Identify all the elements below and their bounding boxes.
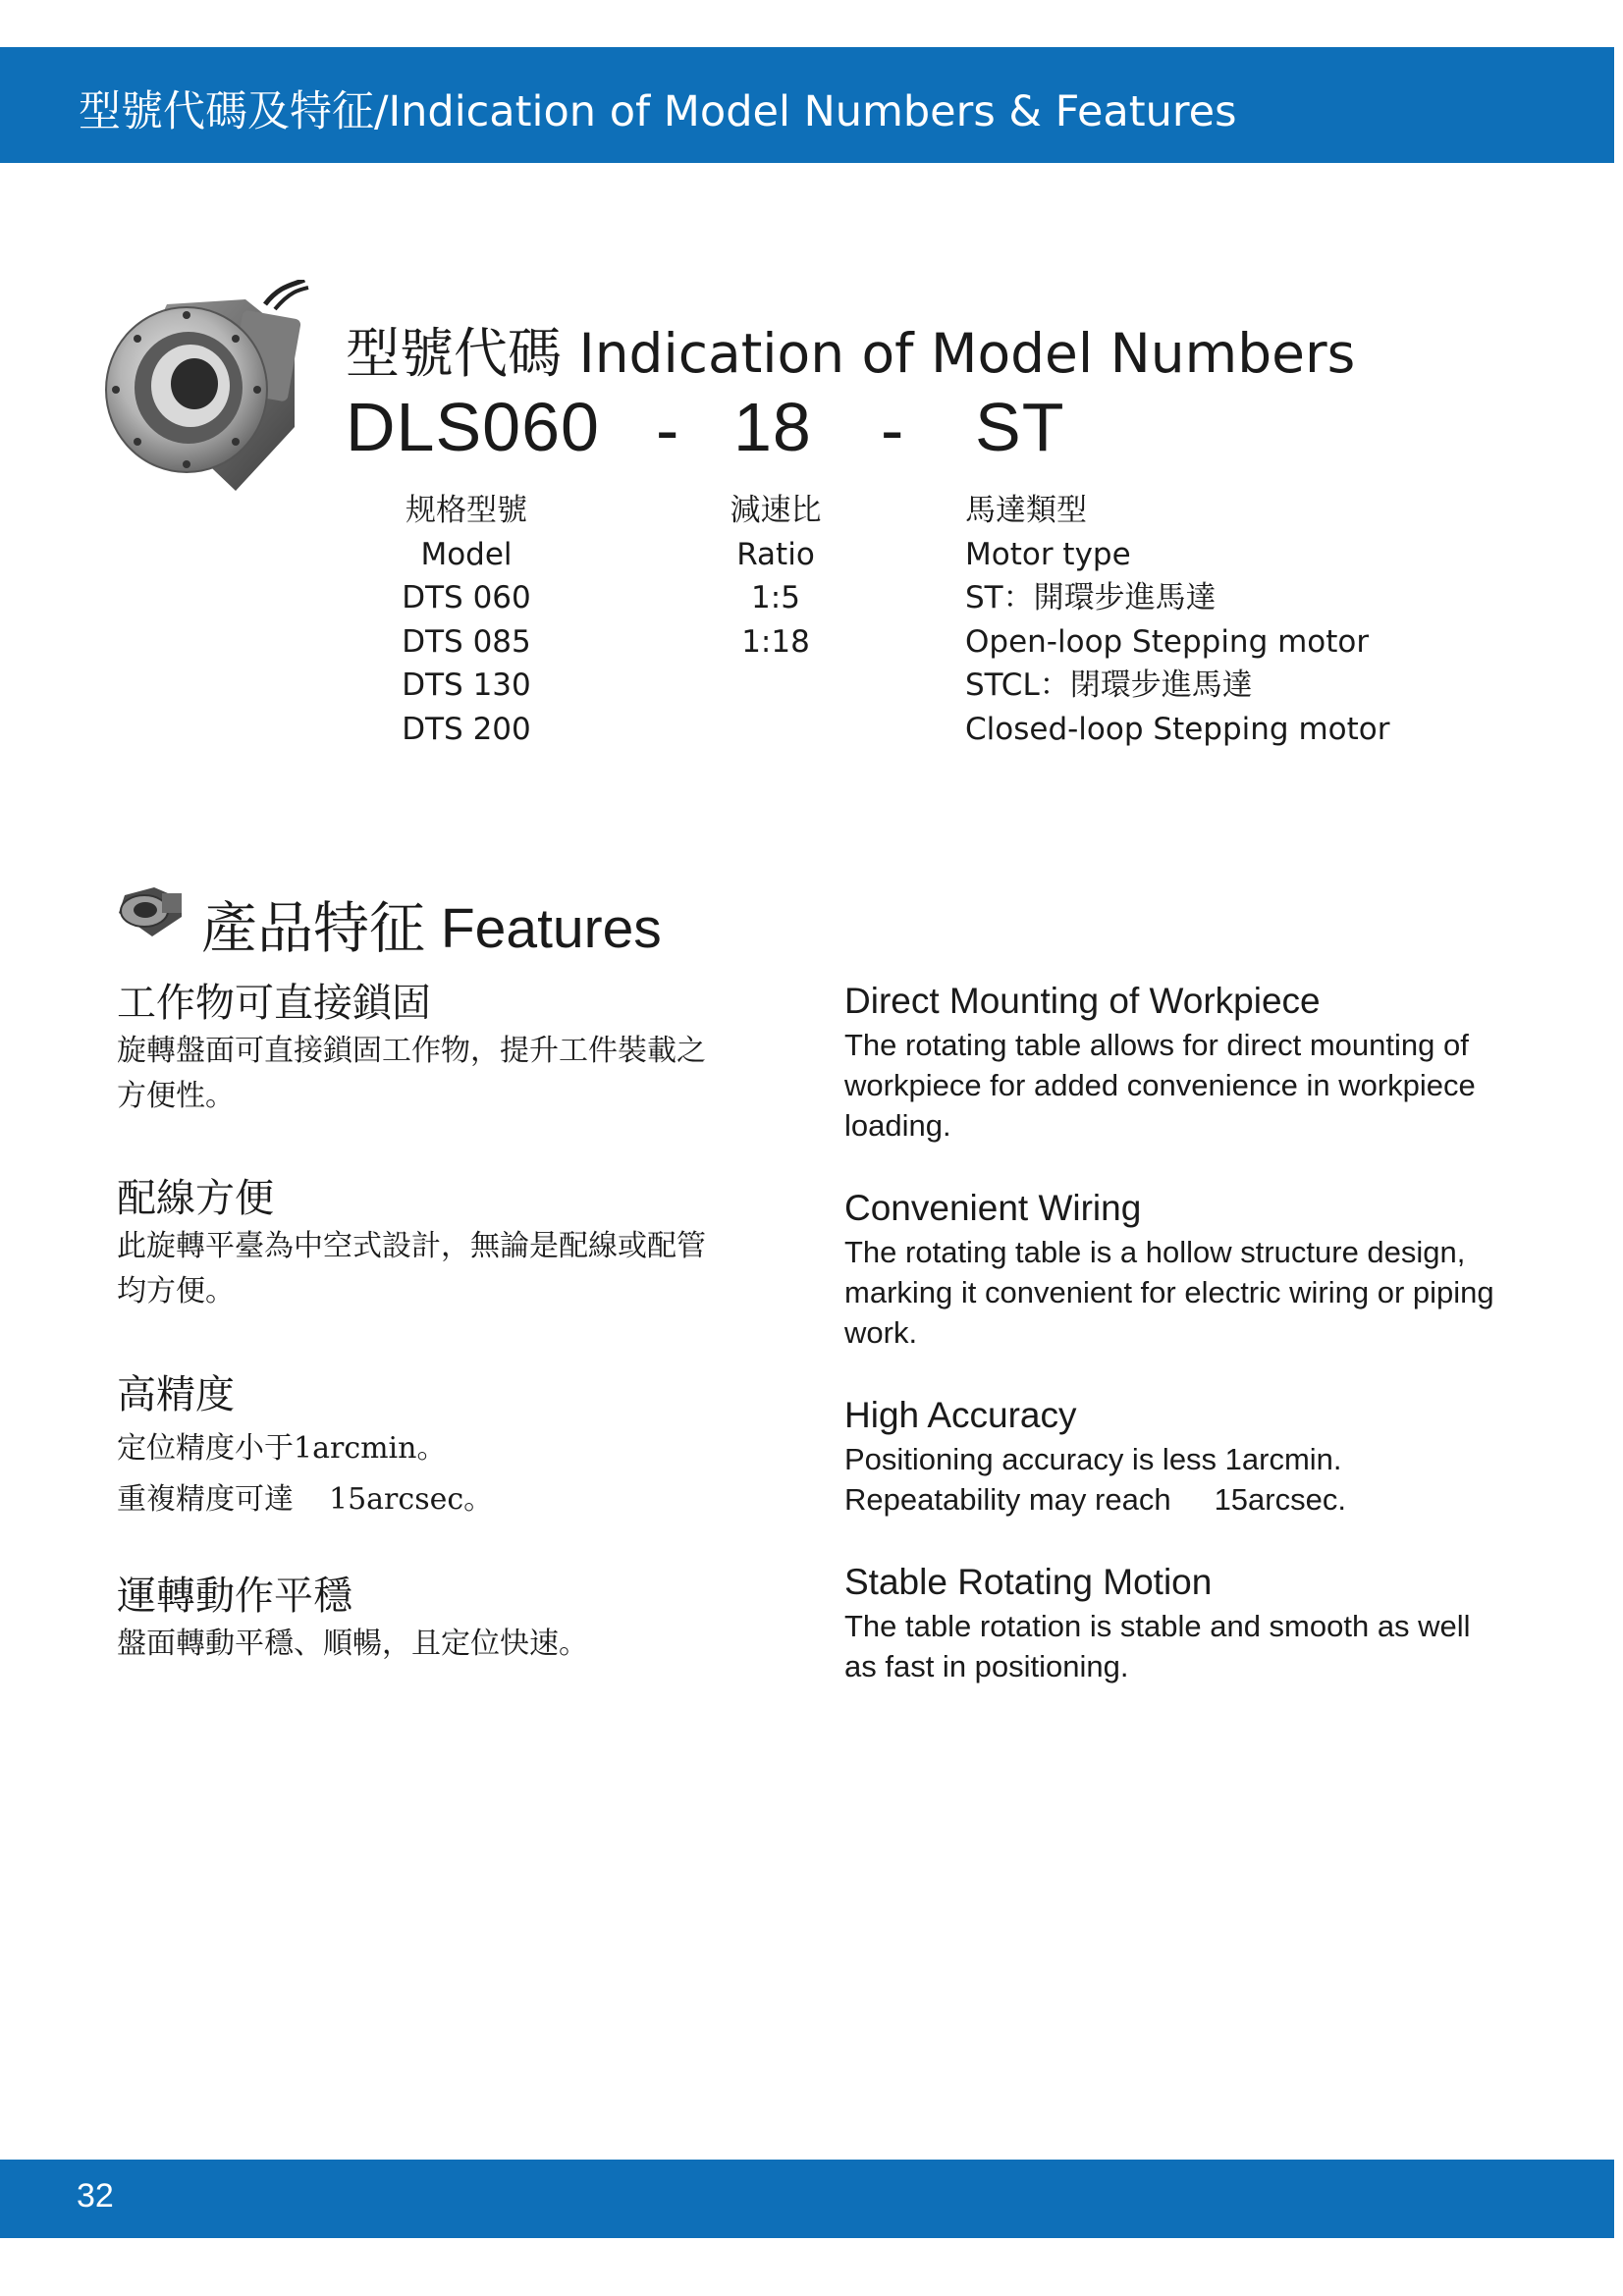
feature-text-zh: 盤面轉動平穩、順暢，且定位快速。: [117, 1627, 588, 1661]
model-code-part3: ST: [975, 389, 1065, 465]
model-code-part2: 18: [733, 389, 812, 465]
feature-text-en: as fast in positioning.: [844, 1649, 1129, 1683]
feature-zh-3: [117, 1369, 784, 1522]
motor-column: [965, 489, 1389, 751]
motor-item: Open-loop Stepping motor: [965, 623, 1370, 660]
features-heading-en: Features: [440, 897, 662, 960]
feature-text-en: loading.: [844, 1108, 951, 1143]
model-code-separator-2: -: [881, 392, 904, 468]
motor-label-zh: 馬達類型: [965, 493, 1087, 528]
feature-zh-2: [117, 1173, 784, 1314]
footer-bar: [0, 2160, 1614, 2238]
ratio-label-en: Ratio: [736, 536, 815, 572]
feature-text-en: 15arcsec.: [1214, 1482, 1346, 1517]
feature-text-zh-line: [117, 1477, 784, 1522]
feature-en-3: [844, 1392, 1551, 1520]
feature-text-en: The table rotation is stable and smooth as well: [844, 1609, 1471, 1643]
feature-text-zh: 旋轉盤面可直接鎖固工作物，提升工件裝載之: [117, 1034, 706, 1068]
feature-text-zh: 均方便。: [117, 1274, 235, 1308]
feature-text-en: work.: [844, 1315, 918, 1350]
feature-title-zh: 配線方便: [117, 1176, 274, 1221]
feature-text-zh: 15arcsec。: [329, 1482, 494, 1517]
ratio-item: 1:18: [741, 623, 810, 660]
feature-title-zh: 高精度: [117, 1372, 235, 1417]
motor-item: ST：開環步進馬達: [965, 580, 1217, 615]
spec-item: DTS 085: [402, 623, 531, 660]
feature-text-zh: 重複精度可達: [117, 1482, 294, 1517]
feature-title-zh: 運轉動作平穩: [117, 1574, 352, 1619]
spec-item: DTS 130: [402, 667, 531, 703]
feature-en-4: [844, 1559, 1551, 1686]
feature-text-en-line: [844, 1479, 1551, 1520]
spec-item: DTS 060: [402, 580, 531, 615]
rotary-table-small-icon: [115, 883, 186, 942]
feature-text-zh: 定位精度小于1arcmin。: [117, 1431, 447, 1466]
model-code-separator-1: -: [656, 392, 679, 468]
motor-item: Closed-loop Stepping motor: [965, 711, 1390, 747]
feature-text-en: The rotating table allows for direct mounting of: [844, 1028, 1469, 1062]
feature-text-en: The rotating table is a hollow structure design,: [844, 1235, 1466, 1269]
page-number: 32: [77, 2177, 114, 2215]
spec-item: DTS 200: [402, 711, 531, 747]
ratio-item: 1:5: [751, 580, 800, 615]
feature-text-en: marking it convenient for electric wiring or piping: [844, 1275, 1494, 1309]
model-code-part1: DLS060: [346, 389, 600, 465]
feature-text-zh: 此旋轉平臺為中空式設計，無論是配線或配管: [117, 1229, 706, 1263]
feature-text-en: Positioning accuracy is less 1arcmin.: [844, 1442, 1342, 1476]
spec-label-zh: 规格型號: [406, 493, 527, 528]
spec-label-en: Model: [420, 536, 513, 572]
page-title: 型號代碼及特征/Indication of Model Numbers & Features: [79, 87, 1237, 136]
feature-zh-1: [117, 978, 784, 1119]
feature-title-en: Stable Rotating Motion: [844, 1562, 1213, 1602]
features-heading-zh: 產品特征: [201, 896, 425, 961]
feature-text-en: workpiece for added convenience in workpiece: [844, 1068, 1476, 1102]
feature-text-zh: 方便性。: [117, 1079, 235, 1113]
feature-en-1: [844, 978, 1551, 1146]
feature-title-en: Direct Mounting of Workpiece: [844, 981, 1321, 1021]
ratio-label-zh: 減速比: [730, 493, 822, 528]
header-bar: [0, 47, 1614, 163]
model-heading: 型號代碼 Indication of Model Numbers: [346, 322, 1356, 385]
motor-label-en: Motor type: [965, 536, 1131, 572]
features-heading: [201, 883, 662, 964]
rotary-table-product-icon: [98, 280, 309, 496]
motor-item: STCL：閉環步進馬達: [965, 667, 1253, 703]
feature-zh-4: [117, 1571, 784, 1667]
feature-title-zh: 工作物可直接鎖固: [117, 981, 431, 1026]
spec-column: [393, 489, 540, 751]
feature-en-2: [844, 1185, 1551, 1353]
feature-title-en: Convenient Wiring: [844, 1188, 1142, 1228]
ratio-column: [712, 489, 839, 664]
feature-title-en: High Accuracy: [844, 1395, 1077, 1435]
feature-text-en: Repeatability may reach: [844, 1482, 1171, 1517]
